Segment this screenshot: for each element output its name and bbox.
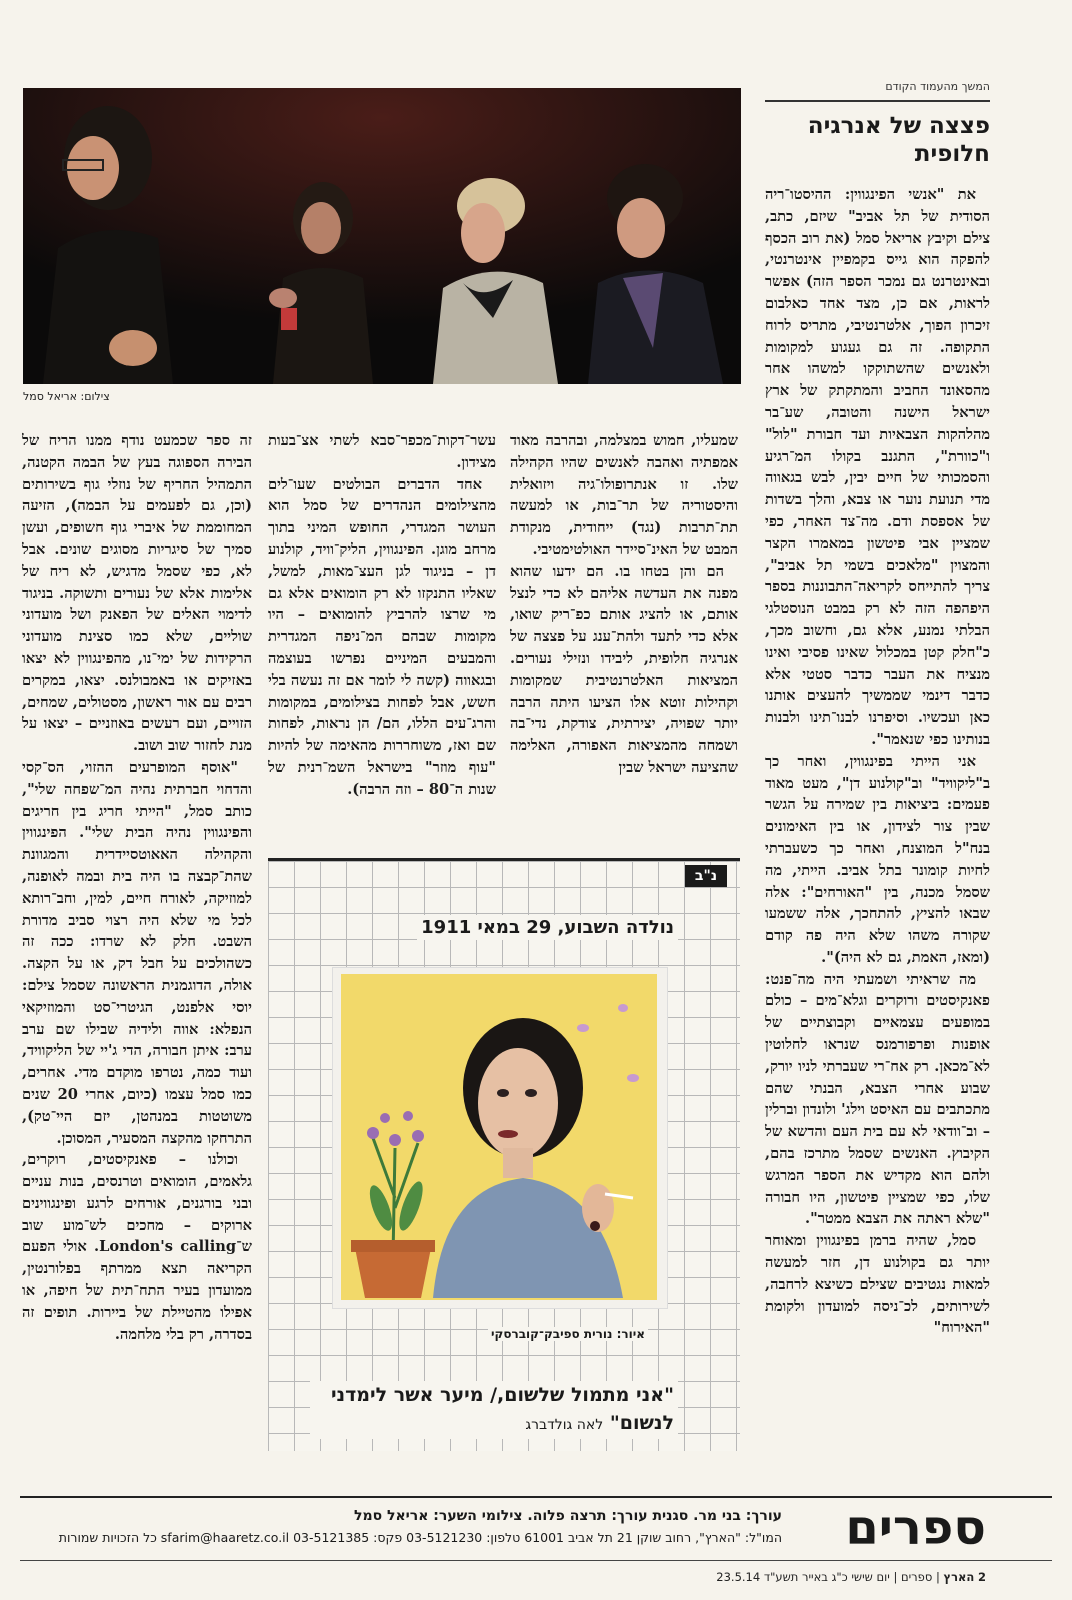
portrait-illustration xyxy=(332,967,668,1309)
paragraph: את "אנשי הפינגווין: ההיסטו־ריה הסודית של תל אביב" שיזם, כתב, צילם וקיבץ אריאל סמל (את רוב הכסף להפקה הוא גייס בקמפיין אינטרנטי, ובאינטרנט גם נמכר הספר הזה) אפשר לראות, אם כן, מצד אחד כאלבום זיכרון הפוך, אלטרנטיבי, מתריס לרוח התקופה. זה גם געגוע למקומות ולאנשים שהשתוקקו למשהו אחר מהסאונד החביב והמתקתק של ארץ ישראל הישנה והטובה, שע־בר מהלהקות הצבאיות ועד חבורת "לול" ו"כוורת", התגנב בקולו המ־רגיע והסמכותי של חיים יבין, לבש בגאווה מדי תנועת נוער או צבא, והלך בשדות של אספסת ודם. מה־צד האחר, כפי שמציין אבי פיטשון במאמרו הקצר והמצוין "מלאכים בשמי תל אביב", צריך להתייחס לקריאה־התבוננות בספר היפהפה הזה לא רק במבט הנוסטלגי הבלתי נמנע, אלא גם, וחשוב מכך, כ"חלק קטן במכלול שאינו פסיבי ואינו מנציח את העבר כדבר סטטי אלא כדבר דינמי שממשיך להעצים אותנו כאן ועכשיו. וסיפרנו לבנו־תינו ולבנות בנותינו כפי שנאמר". xyxy=(765,186,990,748)
continued-label: המשך מהעמוד הקודם xyxy=(765,80,990,102)
date-line: יום שישי כ"ג באייר תשע"ד 23.5.14 xyxy=(716,1570,890,1584)
editor-credits: עורך: בני מר. סגנית עורך: תרצה פלוה. צילומי השער: אריאל סמל xyxy=(354,1508,782,1524)
nb-title: נולדה השבוע, 29 במאי 1911 xyxy=(417,915,678,940)
quote-text: "אני מתמול שלשום,/ מיער אשר לימדני לנשום" xyxy=(330,1384,674,1434)
paragraph: אני הייתי בפינגווין, ואחר כך ב"ליקוויד" וב"קולנוע דן", מעט מאוד פעמים: ביציאות בין שמירה על הגשר שבין צור לצידון, או בין האימונים בנח"ל המוצנח, ואחר כך כשעברתי לחיות קומונר בתל אביב. הייתי, מה שסמל מכנה, בין "האורחים": אלה שבאו להציץ, להתחכך, אלה ששמעו שקורה משהו שלא היה פה קודם (ומאז, האמת, גם לא היה)". xyxy=(765,752,990,966)
nb-tag: נ"ב xyxy=(685,865,727,887)
publication-name: הארץ xyxy=(943,1570,975,1584)
photo-graphic xyxy=(23,88,741,384)
page-number: 2 xyxy=(977,1570,986,1584)
photo-credit: צילום: אריאל סמל xyxy=(23,390,110,403)
illustration-credit: איור: נורית ספיבק־קוברסקי xyxy=(488,1327,648,1341)
paragraph: שמעליו, חמוש במצלמה, ובהרבה מאוד אמפתיה ואהבה לאנשים שהיו הקהילה שלו. זו אנתרופולו־גיה ויזואלית והיסטוריה של תר־בות, או למעשה תת־תרבות (נגד) ייחודית, מנקודת המבט של האינ־סיידר האולטימטיבי. xyxy=(510,432,738,558)
article-column-c xyxy=(22,430,252,1474)
bottom-divider xyxy=(20,1560,1052,1561)
page-info: 2 הארץ | ספרים | יום שישי כ"ג באייר תשע"ד 23.5.14 xyxy=(716,1570,986,1584)
paragraph: מה שראיתי ושמעתי היה מה־פנט: פאנקיסטים ורוקרים וגלא־מים – כולם במופעים עצמאיים וקבוצתיים של אופנות ופרפורמנס שנראו לחלוטין לא־מכאן. רק אח־רי שעברתי לניו יורק, שבוע אחרי הצבא, הבנתי שהם מתכתבים עם האיסט וילג' ולונדון וברלין – וב־וודאי לא עם בית העם והדשא של הקיבוץ. האנשים שסמל מתרכז בהם, ולהם הוא מקדיש את הספר המרגש שלו, כפי שמציין פיטשון, היו חבורה "שלא ראתה את הצבא ממטר". xyxy=(765,970,990,1228)
paragraph: הם והן בטחו בו. הם ידעו שהוא מפנה את העדשה אליהם לא כדי לנצל אותם, או להציג אותם כפ־ריק שואו, אלא כדי לתעד ולהת־ענג על פצצה של אנרגיה חלופית, ליבידו ונזילי נעורים. המציאות האלטרנטיבית שמקומות וקהילות זוטא אלו הציעו היתה הרבה יותר שפויה, יצירתית, צודקת, נדי־בה ושמחה מהמציאות האפורה, האלימה שהציעה ישראל שבין xyxy=(510,562,738,776)
paragraph: עשר־דקות־מכפר־סבא לשתי אצ־בעות מצידון. xyxy=(268,432,496,471)
quote-author: לאה גולדברג xyxy=(525,1417,604,1433)
club-crowd-photo xyxy=(23,88,741,384)
paragraph: סמל, שהיה ברמן בפינגווין ומאוחר יותר גם בקולנוע דן, חזר למעשה למאות נגטיבים שצילם כשיצא לרחבה, לשירותים, לכ־ניסה למועדון ולקומת "האירוח" xyxy=(765,1232,990,1337)
paragraph: זה ספר שכמעט נודף ממנו הריח של הבירה הספוגה בעץ של הבמה הקטנה, התמהיל החריף של נוזלי גוף בשירותים (וכן, גם לפעמים על הבמה), הזיעה המחוממת של איברי גוף חשופים, ועשן סמיך של סיגריות מסוגים שונים. אבל לא, כפי שסמל מדגיש, לא ריח של אלימות אלא של נעורים ותשוקה. בניגוד לדימוי האלים של הפאנק ושל מועדוני שוליים, שלא כמו סצינת מועדוני הרקידות של ימי־נו, מהפינגווין לא יצאו באזיקים או באמבולנס. יצאו, במקרים רבים עם אור ראשון, מסטולים, שמחים, הזויים, ועם רעשים באוזניים – יצאו על מנת לחזור שוב ושוב. xyxy=(22,432,252,755)
nb-box xyxy=(268,858,740,1451)
poem-quote xyxy=(310,1381,678,1439)
article-headline: פצצה של אנרגיה חלופית xyxy=(807,113,990,167)
paragraph: "אוסף המופרעים ההזוי, הס־קסי והדחוי חברתית נהיה המ־שפחה שלי", כותב סמל, "הייתי חריג בין חריגים והפינגווין נהיה הבית שלי". הפינגווין והקהילה האאוטסיידרית והמגוונת שהת־קבצה בו היה בית ובמה לאופנה, למוזיקה, לאורח חיים, למין, וחב־רותא לכל מי שלא היה רצוי סביב מדורת השבט. חלק לא שרדו: ככה זה כשהולכים על חבל דק, או על הקצה. אולה, הדוגמנית הראשונה שסמל צילם: יוסי אלפנט, הגיטרי־סט והמוזיקאי הנפלא: אווה ולידיה שבילו שם ערב ערב: איתן חבורה, הדי ג'יי של הליקוויד, ועוד כמה, נטרפו מוקדם מדי. אחרים, כמו סמל עצמו (כיום, אחרי 20 שנים משוטטות במנהטן, יזם היי־טק), התרחקו מהקצה המסעיר, המסוכן. xyxy=(22,758,252,1147)
publisher-address: המו"ל: "הארץ", רחוב שוקן 21 תל אביב 61001 טלפון: 03-5121230 פקס: 03-5121385 sfarim@haaretz.co.il כל הזכויות שמורות xyxy=(58,1530,782,1545)
paragraph: אחד הדברים הבולטים שעו־לים מהצילומים הנהדרים של סמל הוא העושר המגדרי, החופש המיני בתוך מרחב מוגן. הפינגווין, הליק־וויד, קולנוע דן – בניגוד לגן העצ־מאות, למשל, שאליו התנקזו לא רק הומואים אלא גם מי שרצו להרביץ להומואים – היו מקומות שבהם המ־ניפה המגדרית והמבעים המיניים נפרשו בעוצמה ובגאווה (קשה לי לומר אם זה נעשה בלי חשש, אבל לפחות בצילומים, במקומות והרג־עים הללו, הם/ הן נראות, לפחות שם ואז, משוחררות מהאימה של להיות "עוף מוזר" בישראל השמ־רנית של שנות ה־80 – וזה הרבה). xyxy=(268,475,496,798)
section-name: ספרים xyxy=(900,1570,933,1584)
paragraph: וכולנו – פאנקיסטים, רוקרים, גלאמים, הומואים וטרנסים, בנות עניים ובני בורגנים, אורחים לרגע ופינגווינים ארוקים – מחכים לש־מוע שוב ש־London's calling. אולי הפעם הקריאה תצא ממרתף בפלורנטין, ממועדון בעיר התח־תית של חיפה, או אפילו מהטיילת של ביירות. תופים זה בסדרה, רק בלי מלחמה. xyxy=(22,1151,252,1343)
article-column-b xyxy=(268,430,496,830)
illustration-graphic xyxy=(333,968,667,1308)
section-logo: ספרים xyxy=(845,1500,986,1556)
article-column-a xyxy=(510,430,738,830)
article-column-right xyxy=(765,184,990,1474)
